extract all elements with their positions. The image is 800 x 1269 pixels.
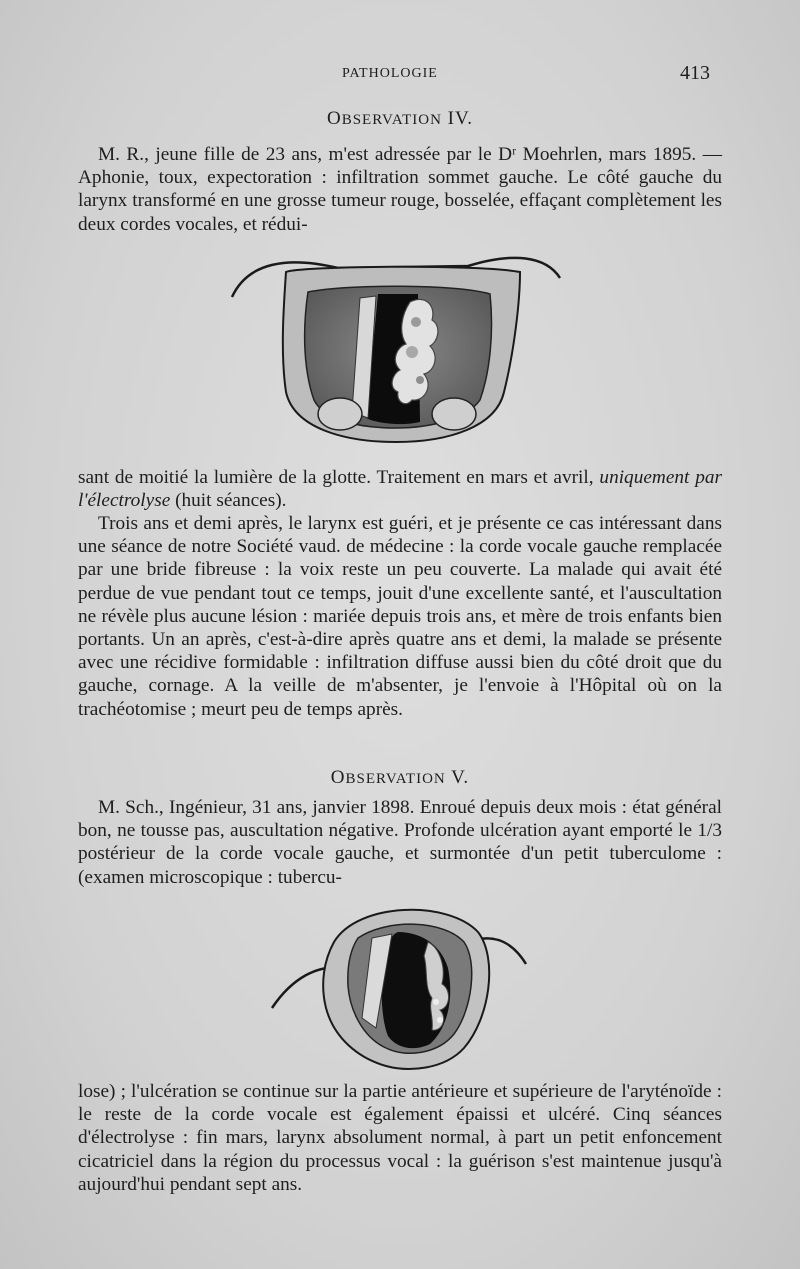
observation-4-paragraph-1: M. R., jeune fille de 23 ans, m'est adressée par le Dʳ Moehrlen, mars 1895. — Aphonie, toux, expectoration : infiltration sommet gauche. Le côté gauche du larynx transformé en une grosse tumeur rouge, bosselée, effaçant complètement les deux cordes vocales, et rédui- [78, 144, 722, 235]
running-head: PATHOLOGIE [342, 66, 438, 81]
observation-4-paragraph-2: sant de moitié la lumière de la glotte. Traitement en mars et avril, uniquement par l'électrolyse (huit séances). [78, 467, 723, 512]
observation-5-paragraph-1: M. Sch., Ingénieur, 31 ans, janvier 1898. Enroué depuis deux mois : état général bon, ne tousse pas, auscultation négative. Profonde ulcération ayant emporté le 1/3 postérieur de la corde vocale gauche, et surmontée d'un petit tuberculome : (examen microscopique : tubercu- [78, 797, 722, 888]
larynx-ulceration-icon [268, 898, 530, 1076]
larynx-tumor-icon [228, 242, 564, 452]
larynx-tumor-illustration [228, 242, 564, 452]
page-header [0, 62, 800, 86]
observation-5-paragraph-2: lose) ; l'ulcération se continue sur la partie antérieure et supérieure de l'aryténoïde : le reste de la corde vocale est également épaissi et ulcéré. Cinq séances d'électrolyse : fin mars, larynx absolument normal, à part un petit enfoncement cicatriciel dans la région du processus vocal : la guérison s'est maintenue jusqu'à aujourd'hui pendant sept ans. [78, 1081, 722, 1195]
observation-4-title: OBSERVATION IV. [326, 108, 474, 129]
observation-5-title: OBSERVATION V. [330, 767, 470, 788]
larynx-ulceration-illustration [268, 898, 530, 1076]
observation-4-paragraph-3: Trois ans et demi après, le larynx est guéri, et je présente ce cas intéressant dans une séance de notre Société vaud. de médecine : la corde vocale gauche remplacée par une bride fibreuse : la voix reste un peu couverte. La malade qui avait été perdue de vue pendant tout ce temps, jouit d'une excellente santé, et l'auscultation ne révèle plus aucune lésion : mariée depuis trois ans, et mère de trois enfants bien portants. Un an après, c'est-à-dire après quatre ans et demi, la malade se présente avec une récidive formidable : infiltration diffuse aussi bien du côté droit que du gauche, cornage. A la veille de m'absenter, je l'envoie à l'Hôpital où on la trachéotomise ; meurt peu de temps après. [78, 513, 722, 720]
page-number: 413 [680, 62, 710, 84]
